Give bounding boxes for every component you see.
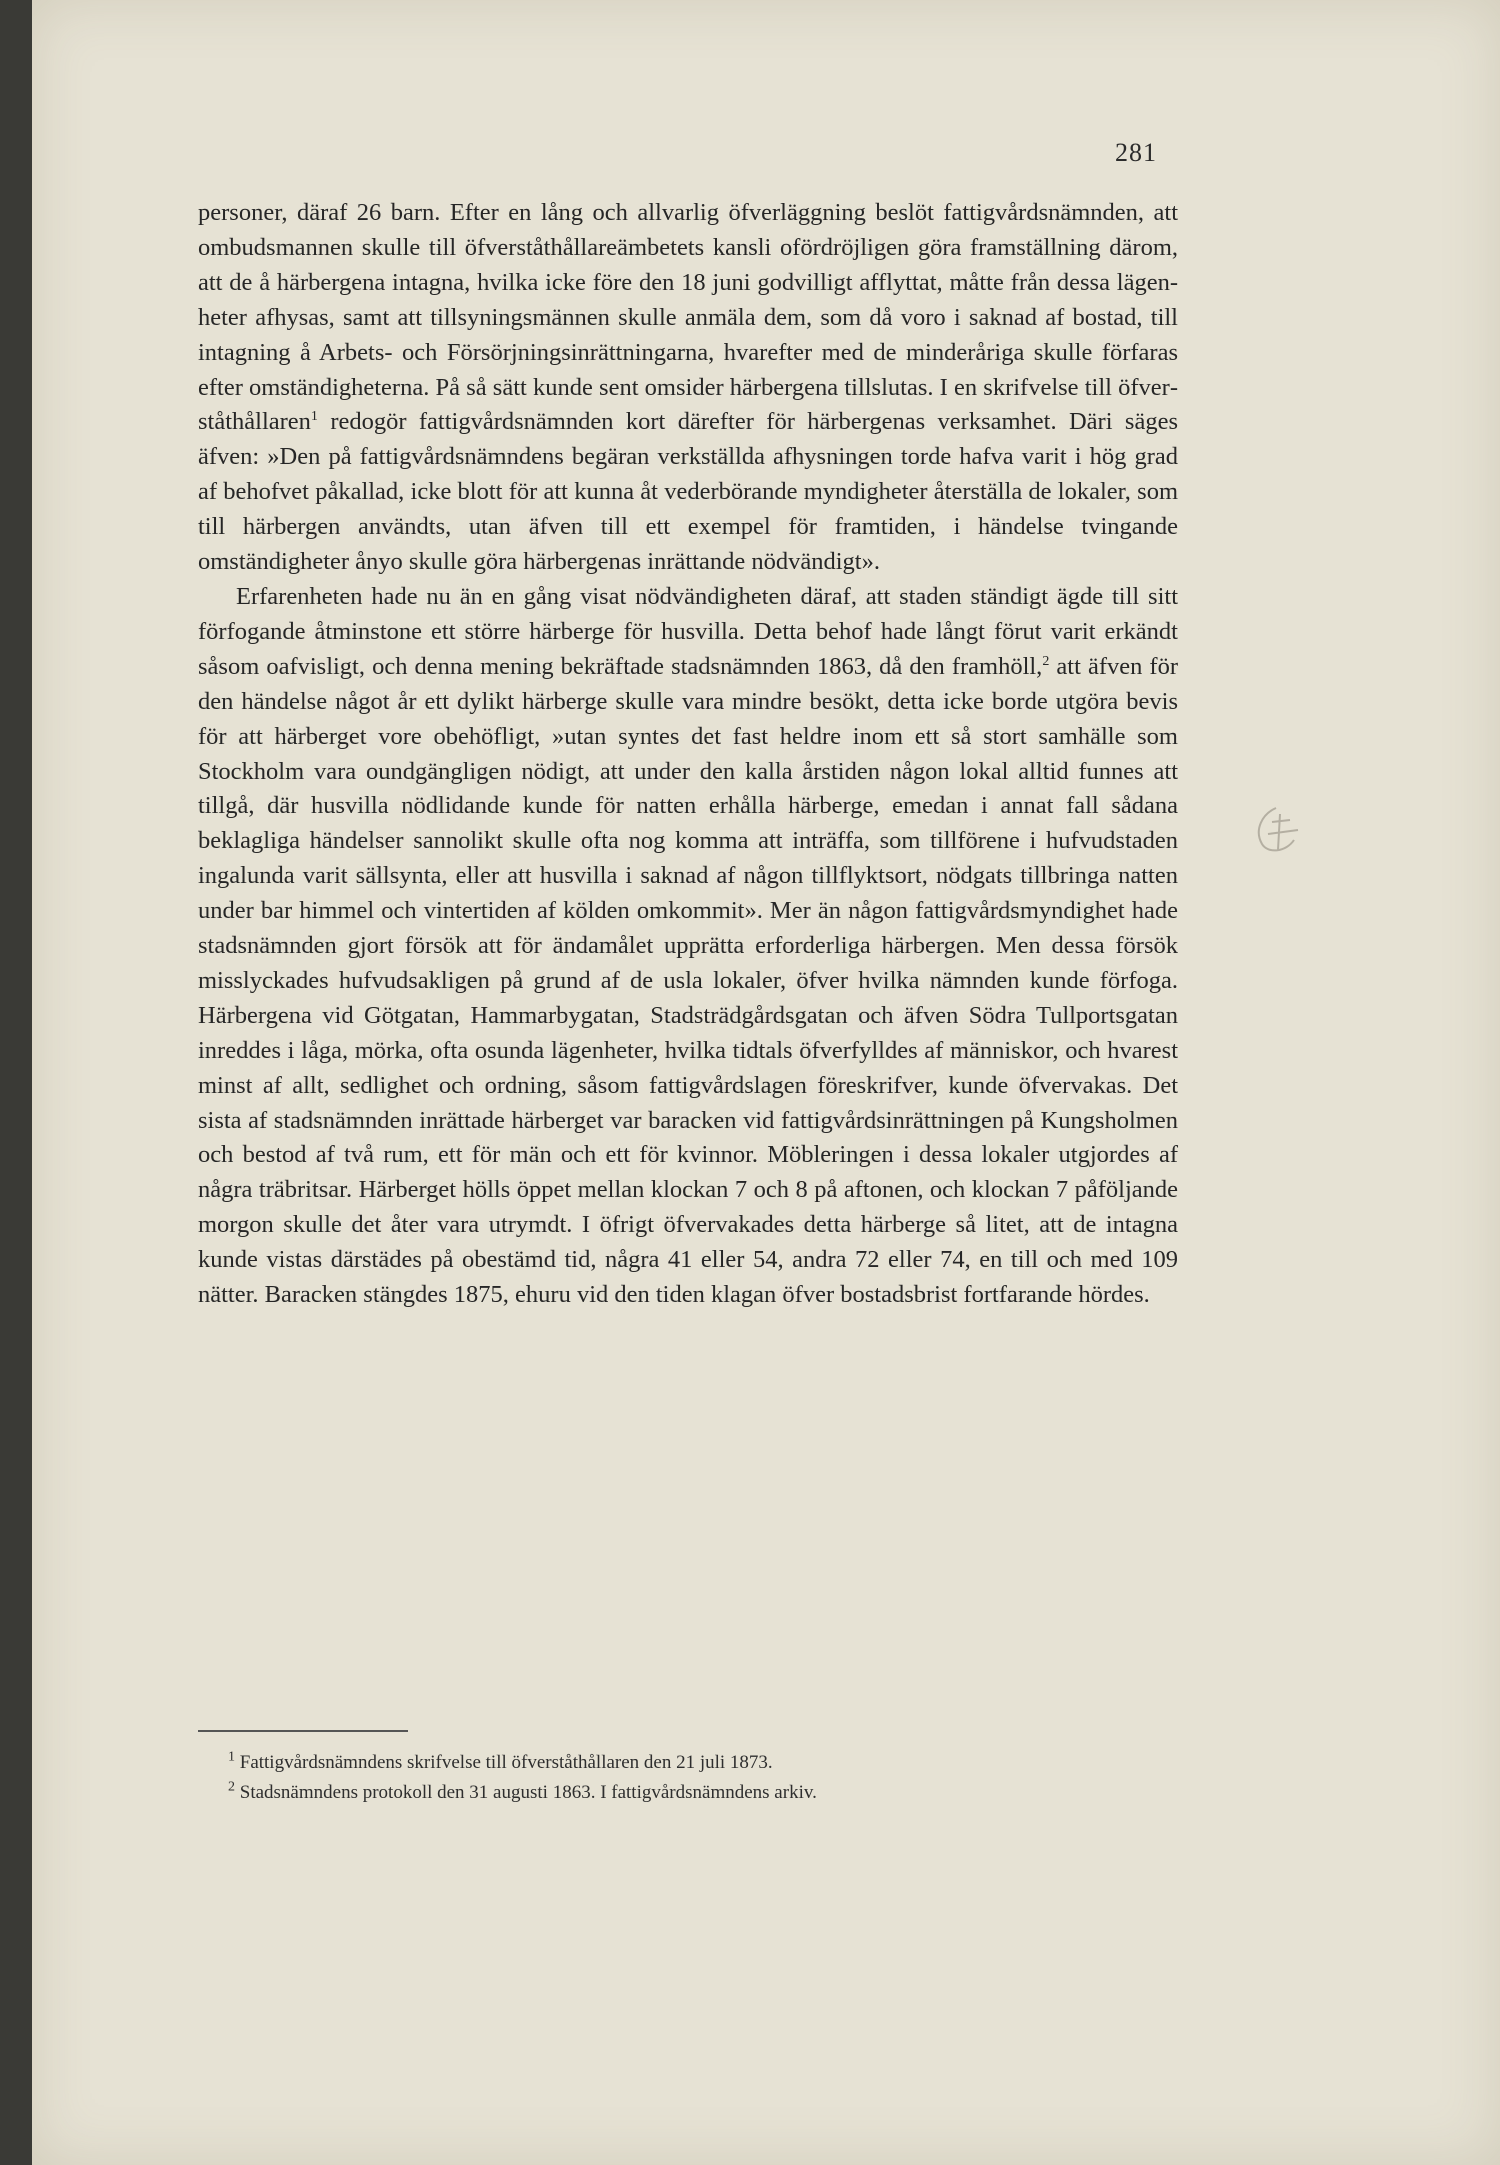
footnote-divider [198,1730,408,1732]
paragraph-1: personer, däraf 26 barn. Efter en lång och allvarlig öfverläggning beslöt fattigvårdsnämnden, att ombudsmannen skulle till öfverståthållareämbetets kansli ofördröjligen göra framställning därom, att de å härbergena intagna, hvilka icke före den 18 juni godvilligt afflyttat, måtte från dessa lägenheter afhysas, samt att tillsyningsmännen skulle anmäla dem, som då voro i saknad af bostad, till intagning å Arbets- och Försörjningsinrättningarna, hvarefter med de minderåriga skulle förfaras efter omständigheterna. På så sätt kunde sent omsider härbergena tillslutas. I en skrifvelse till öfverståthållaren$^1$ redogör fattigvårdsnämnden kort därefter för härbergenas verksamhet. Däri säges äfven: »Den på fattigvårdsnämndens begäran verkställda afhysningen torde hafva varit i hög grad af behofvet påkallad, icke blott för att kunna åt vederbörande myndigheter återställa de lokaler, som till härbergen användts, utan äfven till ett exempel för framtiden, i händelse tvingande omständigheter ånyo skulle göra härbergenas inrättande nödvändigt». [198,199,1178,576]
footnote-mark: 1 [228,1749,235,1765]
page-number: 281 [1115,138,1157,167]
footnote-text: Fattigvårdsnämndens skrifvelse till öfverståthållaren den 21 juli 1873. [239,1752,773,1773]
footnote-2 [198,1778,1178,1808]
footnotes [198,1748,1178,1808]
footnote-text: Stadsnämndens protokoll den 31 augusti 1863. I fattigvårdsnämndens arkiv. [239,1782,817,1803]
paragraph-2: Erfarenheten hade nu än en gång visat nödvändigheten däraf, att staden ständigt ägde till sitt förfogande åtminstone ett större härberge för husvilla. Detta behof hade långt förut varit erkändt såsom oafvisligt, och denna mening bekräftade stadsnämnden 1863, då den framhöll,$^2$ att äfven för den händelse något år ett dylikt härberge skulle vara mindre besökt, detta icke borde utgöra bevis för att härberget vore obehöfligt, »utan syntes det fast heldre inom ett så stort samhälle som Stockholm vara oundgängligen nödigt, att under den kalla årstiden någon lokal alltid funnes att tillgå, där husvilla nödlidande kunde för natten erhålla härberge, emedan i annat fall sådana beklagliga händelser sannolikt skulle ofta nog komma att inträffa, som tillförene i hufvudstaden ingalunda varit sällsynta, eller att husvilla i saknad af någon tillflyktsort, nödgats tillbringa natten under bar himmel och vintertiden af kölden omkommit». Mer än någon fattigvårdsmyndighet hade stadsnämnden gjort försök att för ändamålet upprätta erforderliga härbergen. Men dessa försök misslyckades hufvudsakligen på grund af de usla lokaler, öfver hvilka nämnden kunde förfoga. Härbergena vid Götgatan, Hammarbygatan, Stadsträdgårdsgatan och äfven Södra Tullportsgatan inreddes i låga, mörka, ofta osunda lägenheter, hvilka tidtals öfverfylldes af människor, och hvarest minst af allt, sedlighet och ordning, såsom fattigvårdslagen föreskrifver, kunde öfvervakas. Det sista af stadsnämnden inrättade härberget var baracken vid fattigvårdsinrättningen på Kungsholmen och bestod af två rum, ett för män och ett för kvinnor. Möbleringen i dessa lokaler utgjordes af några träbritsar. Härberget hölls öppet mellan klockan 7 och 8 på aftonen, och klockan 7 påföljande morgon skulle det åter vara utrymdt. I öfrigt öfvervakades detta härberge så litet, att de intagna kunde vistas därstädes på obestämd tid, några 41 eller 54, andra 72 eller 74, en till och med 109 nätter. Baracken stängdes 1875, ehuru vid den tiden klagan öfver bostadsbrist fortfarande hördes. [198,582,1178,1309]
footnote-1 [198,1748,1178,1778]
body-text [198,196,1178,1313]
margin-pencil-mark-icon [1232,800,1312,860]
document-page [32,0,1500,2165]
footnote-mark: 2 [228,1779,235,1795]
